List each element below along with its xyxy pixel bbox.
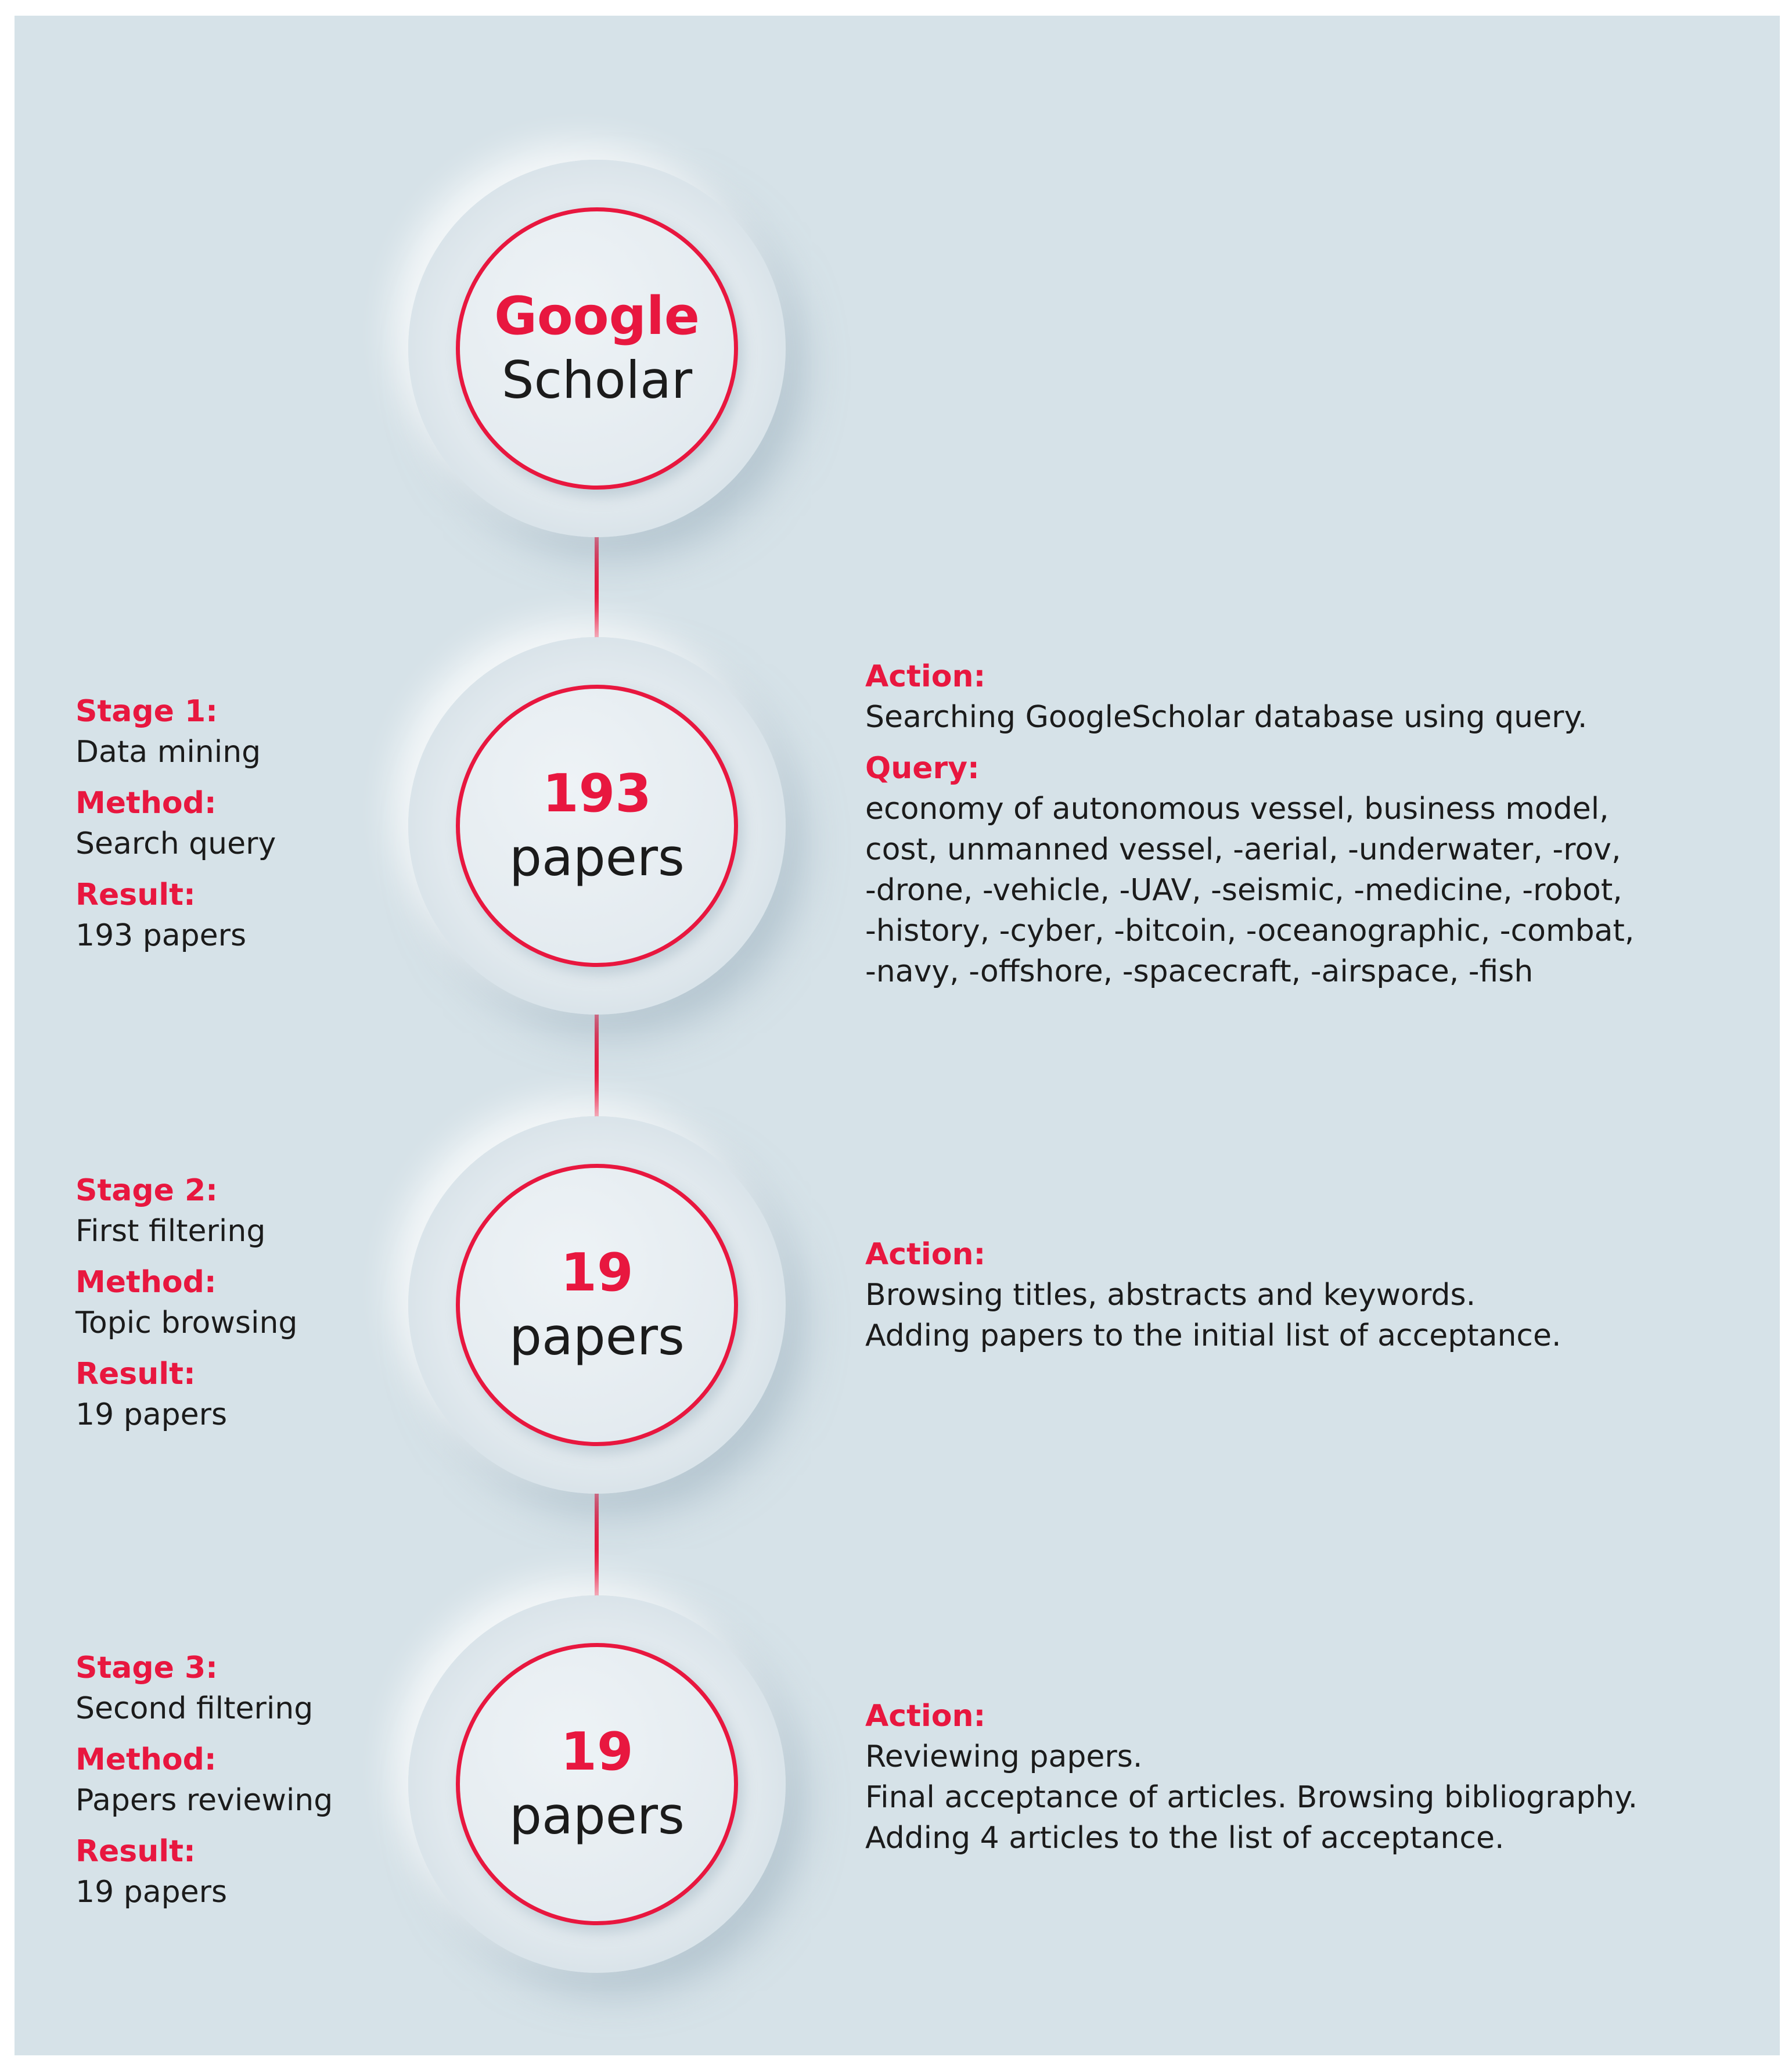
stage-3-result-value: 19 papers (75, 1875, 228, 1910)
stage-1-label: Stage 1: (75, 694, 218, 729)
stage-1-query-label: Query: (865, 751, 980, 786)
stage-3-node (456, 1643, 738, 1925)
stage-1-node (456, 685, 738, 967)
stage-1-method-label: Method: (75, 786, 217, 821)
stage-3-action-line: Final acceptance of articles. Browsing bibliography. (865, 1780, 1638, 1815)
stage-1-query-line: -navy, -offshore, -spacecraft, -airspace, -fish (865, 954, 1534, 989)
stage-2-result-label: Result: (75, 1357, 196, 1392)
stage-3-info (75, 1648, 436, 1912)
stage-1-query-line: cost, unmanned vessel, -aerial, -underwater, -rov, (865, 832, 1621, 867)
stage-1-count: 193 (542, 763, 652, 824)
source-node (456, 207, 738, 490)
stage-3-method-label: Method: (75, 1742, 217, 1777)
stage-1-info (75, 691, 436, 956)
source-title-top: Google (494, 286, 700, 347)
stage-2-label: Stage 2: (75, 1173, 218, 1208)
source-title-bottom: Scholar (501, 350, 693, 410)
stage-2-info (75, 1170, 436, 1435)
stage-1-action (865, 656, 1765, 992)
stage-1-unit: papers (509, 828, 685, 887)
stage-3-action-line: Adding 4 articles to the list of acceptance. (865, 1821, 1505, 1856)
stage-3-count: 19 (560, 1721, 634, 1782)
stage-2-method-value: Topic browsing (75, 1306, 298, 1340)
stage-1-result-value: 193 papers (75, 918, 247, 953)
stage-1-query-line: economy of autonomous vessel, business model, (865, 792, 1609, 826)
stage-3-action-line: Reviewing papers. (865, 1739, 1143, 1774)
stage-2-action-line: Adding papers to the initial list of acceptance. (865, 1318, 1561, 1353)
stage-2-method-label: Method: (75, 1265, 217, 1300)
stage-3-value: Second filtering (75, 1691, 314, 1726)
stage-3-label: Stage 3: (75, 1651, 218, 1685)
stage-2-action-line: Browsing titles, abstracts and keywords. (865, 1278, 1476, 1313)
stage-3-unit: papers (509, 1786, 685, 1846)
stage-1-query-line: -drone, -vehicle, -UAV, -seismic, -medicine, -robot, (865, 873, 1622, 908)
stage-3-result-label: Result: (75, 1834, 196, 1869)
stage-2-result-value: 19 papers (75, 1397, 228, 1432)
stage-2-action (865, 1234, 1765, 1356)
stage-1-method-value: Search query (75, 826, 276, 861)
stage-1-action-label: Action: (865, 659, 986, 694)
stage-3-action-label: Action: (865, 1699, 986, 1734)
stage-1-value: Data mining (75, 735, 261, 770)
stage-1-result-label: Result: (75, 878, 196, 912)
stage-1-action-line: Searching GoogleScholar database using query. (865, 700, 1588, 735)
stage-3-action (865, 1696, 1765, 1858)
stage-2-node (456, 1164, 738, 1446)
stage-3-method-value: Papers reviewing (75, 1783, 333, 1818)
stage-2-unit: papers (509, 1307, 685, 1367)
stage-2-count: 19 (560, 1242, 634, 1303)
stage-1-query-line: -history, -cyber, -bitcoin, -oceanographic, -combat, (865, 914, 1635, 948)
stage-2-action-label: Action: (865, 1237, 986, 1272)
stage-2-value: First filtering (75, 1214, 266, 1249)
